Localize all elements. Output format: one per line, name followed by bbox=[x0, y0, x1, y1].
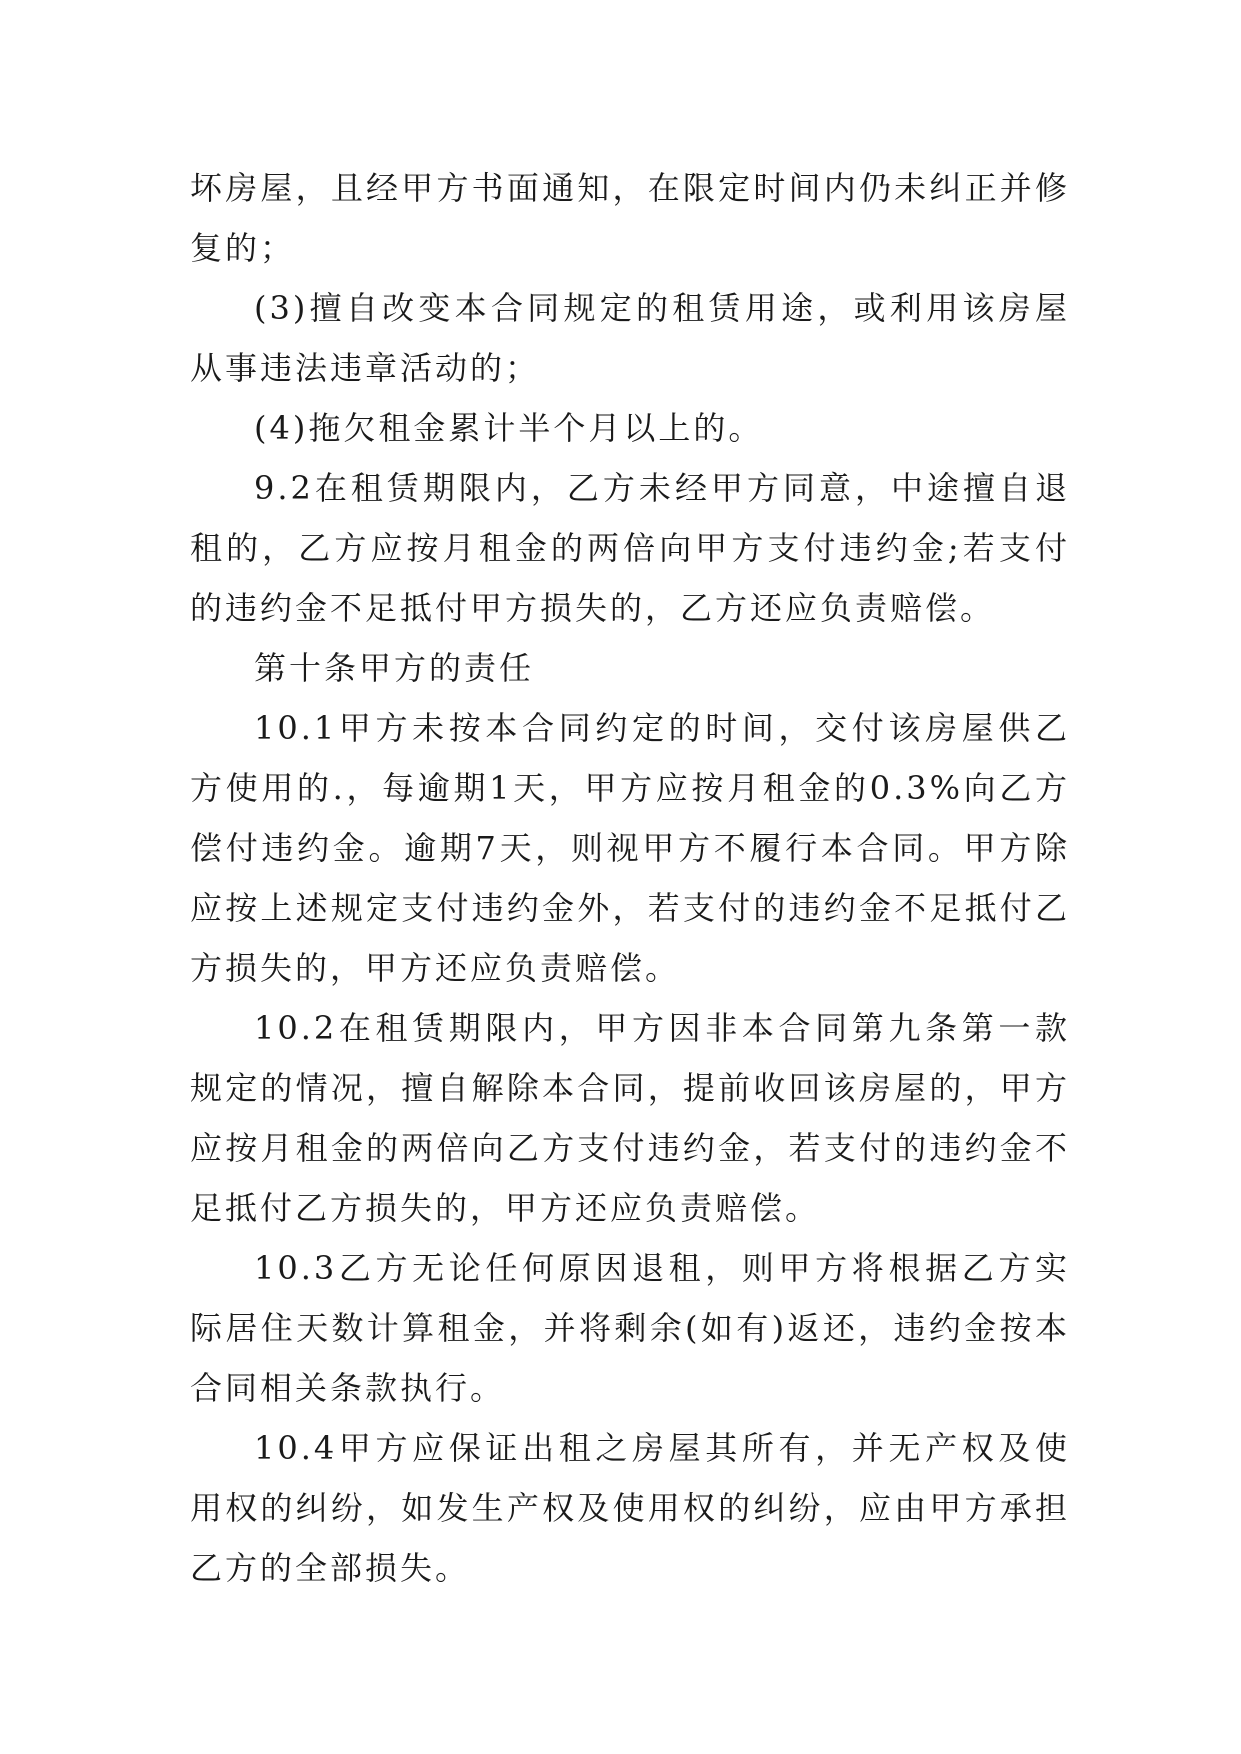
paragraph-clause-9-2: 9.2在租赁期限内，乙方未经甲方同意，中途擅自退租的，乙方应按月租金的两倍向甲方支付违约金;若支付的违约金不足抵付甲方损失的，乙方还应负责赔偿。 bbox=[190, 469, 1070, 627]
paragraph-continuation: 坏房屋，且经甲方书面通知，在限定时间内仍未纠正并修复的； bbox=[190, 169, 1070, 267]
paragraph-item-4: (4)拖欠租金累计半个月以上的。 bbox=[254, 409, 764, 447]
paragraph-item-3: (3)擅自改变本合同规定的租赁用途，或利用该房屋从事违法违章活动的； bbox=[190, 289, 1070, 387]
paragraph-clause-10-2: 10.2在租赁期限内，甲方因非本合同第九条第一款规定的情况，擅自解除本合同，提前收回该房屋的，甲方应按月租金的两倍向乙方支付违约金，若支付的违约金不足抵付乙方损失的，甲方还应负责赔偿。 bbox=[190, 1009, 1070, 1227]
paragraph-clause-10-1: 10.1甲方未按本合同约定的时间，交付该房屋供乙方使用的.，每逾期1天，甲方应按月租金的0.3%向乙方偿付违约金。逾期7天，则视甲方不履行本合同。甲方除应按上述规定支付违约金外，若支付的违约金不足抵付乙方损失的，甲方还应负责赔偿。 bbox=[190, 709, 1070, 987]
section-heading-article-10: 第十条甲方的责任 bbox=[254, 649, 535, 687]
paragraph-clause-10-4: 10.4甲方应保证出租之房屋其所有，并无产权及使用权的纠纷，如发生产权及使用权的纠纷，应由甲方承担乙方的全部损失。 bbox=[190, 1429, 1070, 1587]
document-body bbox=[190, 158, 1070, 1598]
paragraph-clause-10-3: 10.3乙方无论任何原因退租，则甲方将根据乙方实际居住天数计算租金，并将剩余(如有)返还，违约金按本合同相关条款执行。 bbox=[190, 1249, 1070, 1407]
